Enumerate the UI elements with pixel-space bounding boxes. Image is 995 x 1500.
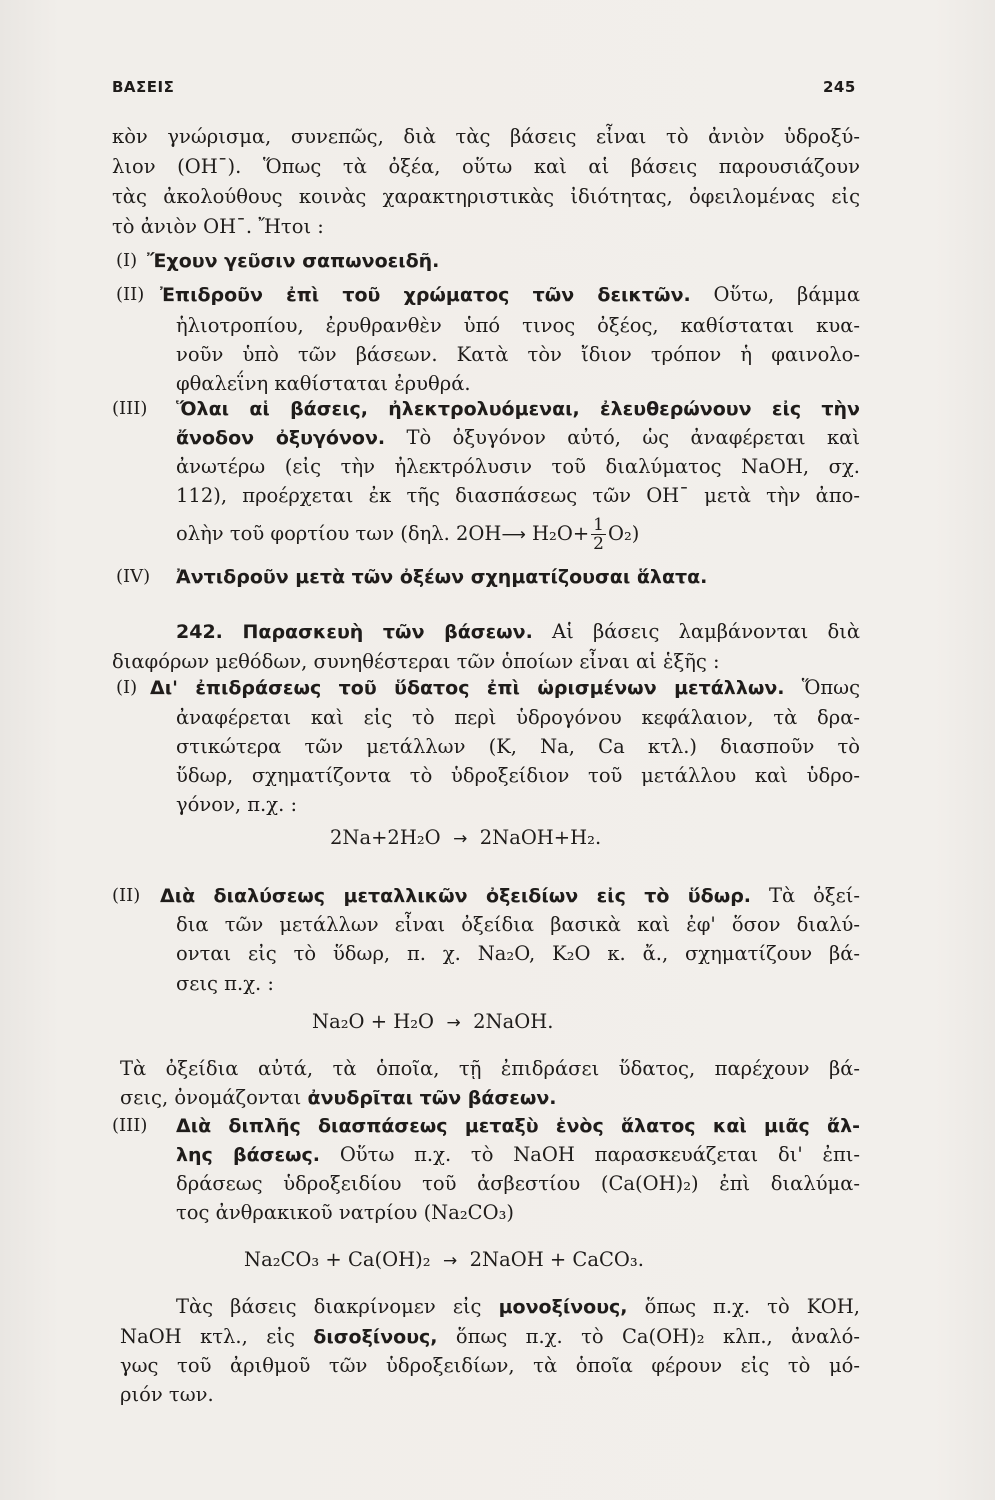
- chemical-equation: [330, 826, 601, 849]
- method-heading: [176, 1113, 860, 1139]
- text-line: [176, 425, 860, 451]
- text-line: γόνον, π.χ. :: [176, 793, 298, 816]
- text-span: ὅπως π.χ. τὸ KOH,: [644, 1295, 860, 1318]
- text-line: 112), προέρχεται ἐκ τῆς διασπάσεως τῶν OH¯ μετὰ τὴν ἀπο-: [176, 484, 860, 507]
- equation-right: 2NaOH+H₂.: [479, 826, 602, 849]
- equation-left: 2Na+2H₂O: [330, 826, 441, 849]
- section-heading-line: [176, 619, 860, 645]
- item-numeral: (III): [112, 398, 148, 419]
- text-line: γως τοῦ ἀριθμοῦ τῶν ὑδροξειδίων, τὰ ὁποῖα φέρουν εἰς τὸ μό-: [120, 1354, 860, 1377]
- text-span: Αἱ βάσεις λαμβάνονται διὰ: [552, 620, 861, 643]
- text-line: νοῦν ὑπὸ τῶν βάσεων. Κατὰ τὸν ἴδιον τρόπον ἡ φαινολο-: [176, 343, 860, 366]
- equation-left: Na₂O + H₂O: [312, 1010, 435, 1033]
- text-line: κὸν γνώρισμα, συνεπῶς, διὰ τὰς βάσεις εἶναι τὸ ἀνιὸν ὑδροξύ-: [112, 125, 860, 148]
- item-numeral: (II): [116, 284, 145, 305]
- text-span: Τὰς βάσεις διακρίνομεν εἰς: [176, 1295, 482, 1318]
- bold-text: Δι' ἐπιδράσεως τοῦ ὕδατος ἐπὶ ὡρισμένων μετάλλων.: [150, 677, 785, 699]
- text-line: στικώτερα τῶν μετάλλων (K, Na, Ca κτλ.) διασποῦν τὸ: [176, 735, 860, 758]
- text-line: ἡλιοτροπίου, ἐρυθρανθὲν ὑπό τινος ὀξέος, καθίσταται κυα-: [176, 314, 860, 337]
- text-span: Οὕτω, βάμμα: [713, 283, 860, 306]
- bold-text: μονοξίνους,: [498, 1296, 628, 1318]
- text-line: διαφόρων μεθόδων, συνηθέστεραι τῶν ὁποίων εἶναι αἱ ἑξῆς :: [112, 650, 720, 673]
- text-line: τος ἀνθρακικοῦ νατρίου (Na₂CO₃): [176, 1201, 515, 1224]
- text-line: ἀνωτέρω (εἰς τὴν ἠλεκτρόλυσιν τοῦ διαλύματος NaOH, σχ.: [176, 455, 860, 478]
- text-line: [160, 282, 860, 308]
- bold-text: Ἔχουν γεῦσιν σαπωνοειδῆ.: [147, 250, 440, 272]
- fraction-denominator: 2: [593, 534, 604, 554]
- bold-text: Ἐπιδροῦν ἐπὶ τοῦ χρώματος τῶν δεικτῶν.: [160, 284, 691, 306]
- property-heading: [176, 396, 860, 422]
- equation-right: 2NaOH.: [473, 1010, 554, 1033]
- text-line: [176, 1294, 860, 1320]
- reaction-arrow-icon: ⟶: [501, 525, 526, 545]
- running-header-title: ΒΑΣΕΙΣ: [112, 78, 175, 96]
- reaction-arrow-icon: →: [446, 1013, 461, 1033]
- item-numeral: (I): [116, 677, 138, 698]
- text-line: [120, 1324, 860, 1350]
- item-numeral: (I): [116, 250, 138, 271]
- text-line: τὸ ἀνιὸν OH¯. Ἤτοι :: [112, 215, 324, 238]
- property-heading: [147, 248, 647, 274]
- formula-line: [176, 514, 860, 555]
- method-heading: [160, 883, 860, 909]
- text-line: Τὰ ὀξείδια αὐτά, τὰ ὁποῖα, τῇ ἐπιδράσει ὕδατος, παρέχουν βά-: [120, 1057, 860, 1080]
- bold-text: Ἀντιδροῦν μετὰ τῶν ὀξέων σχηματίζουσαι ἅλατα.: [176, 566, 708, 588]
- bold-text: ἄνοδον ὀξυγόνον.: [176, 427, 386, 449]
- text-span: Ὅπως: [801, 676, 860, 699]
- text-span: Οὕτω π.χ. τὸ NaOH παρασκευάζεται δι' ἐπι-: [339, 1143, 861, 1166]
- equation-right: 2NaOH + CaCO₃.: [469, 1248, 644, 1271]
- text-line: [176, 1142, 860, 1168]
- text-line: [120, 1085, 860, 1111]
- text-line: σεις π.χ. :: [176, 972, 274, 995]
- chemical-equation: [312, 1010, 553, 1033]
- fraction: [591, 516, 606, 553]
- bold-text: Ὅλαι αἱ βάσεις, ἠλεκτρολυόμεναι, ἐλευθερώνουν εἰς τὴν: [176, 398, 860, 420]
- reaction-arrow-icon: →: [453, 829, 468, 849]
- text-line: ριόν των.: [120, 1383, 214, 1406]
- text-line: δράσεως ὑδροξειδίου τοῦ ἀσβεστίου (Ca(OH)₂) ἐπὶ διαλύμα-: [176, 1172, 860, 1195]
- property-heading: [176, 564, 860, 590]
- item-numeral: (IV): [116, 566, 151, 587]
- bold-text: Διὰ διπλῆς διασπάσεως μεταξὺ ἑνὸς ἅλατος καὶ μιᾶς ἄλ-: [176, 1115, 860, 1137]
- fraction-numerator: 1: [593, 515, 604, 535]
- text-line: ἀναφέρεται καὶ εἰς τὸ περὶ ὑδρογόνου κεφάλαιον, τὰ δρα-: [176, 706, 860, 729]
- text-line: φθαλεΐνη καθίσταται ἐρυθρά.: [176, 372, 471, 395]
- text-span: ολὴν τοῦ φορτίου των (δηλ. 2OH: [176, 522, 502, 545]
- formula-text: H₂O+: [532, 522, 590, 545]
- text-line: ονται εἰς τὸ ὕδωρ, π. χ. Na₂O, K₂O κ. ἄ., σχηματίζουν βά-: [176, 942, 860, 965]
- text-line: δια τῶν μετάλλων εἶναι ὀξείδια βασικὰ καὶ ἐφ' ὅσον διαλύ-: [176, 913, 860, 936]
- text-span: NaOH κτλ., εἰς: [120, 1325, 295, 1348]
- page-number: 245: [823, 78, 856, 96]
- bold-text: λης βάσεως.: [176, 1144, 321, 1166]
- formula-text: O₂): [608, 522, 640, 545]
- chemical-equation: [244, 1248, 644, 1271]
- equation-left: Na₂CO₃ + Ca(OH)₂: [244, 1248, 431, 1271]
- section-title: 242. Παρασκευὴ τῶν βάσεων.: [176, 621, 533, 643]
- text-span: Τὰ ὀξεί-: [769, 884, 860, 907]
- bold-text: δισοξίνους,: [313, 1326, 438, 1348]
- item-numeral: (II): [112, 885, 141, 906]
- bold-text: ἀνυδρῖται τῶν βάσεων.: [307, 1087, 557, 1109]
- reaction-arrow-icon: →: [442, 1251, 458, 1271]
- text-line: ὕδωρ, σχηματίζοντα τὸ ὑδροξείδιον τοῦ μετάλλου καὶ ὑδρο-: [176, 764, 860, 787]
- text-span: Τὸ ὀξυγόνον αὐτό, ὡς ἀναφέρεται καὶ: [406, 426, 860, 449]
- text-line: λιον (OH¯). Ὅπως τὰ ὀξέα, οὕτω καὶ αἱ βάσεις παρουσιάζουν: [112, 155, 860, 178]
- text-line: τὰς ἀκολούθους κοινὰς χαρακτηριστικὰς ἰδιότητας, ὀφειλομένας εἰς: [112, 185, 860, 208]
- method-heading: [150, 675, 860, 701]
- text-span: ὅπως π.χ. τὸ Ca(OH)₂ κλπ., ἀναλό-: [455, 1325, 860, 1348]
- item-numeral: (III): [112, 1115, 148, 1136]
- bold-text: Διὰ διαλύσεως μεταλλικῶν ὀξειδίων εἰς τὸ ὕδωρ.: [160, 885, 752, 907]
- text-span: σεις, ὀνομάζονται: [120, 1086, 302, 1109]
